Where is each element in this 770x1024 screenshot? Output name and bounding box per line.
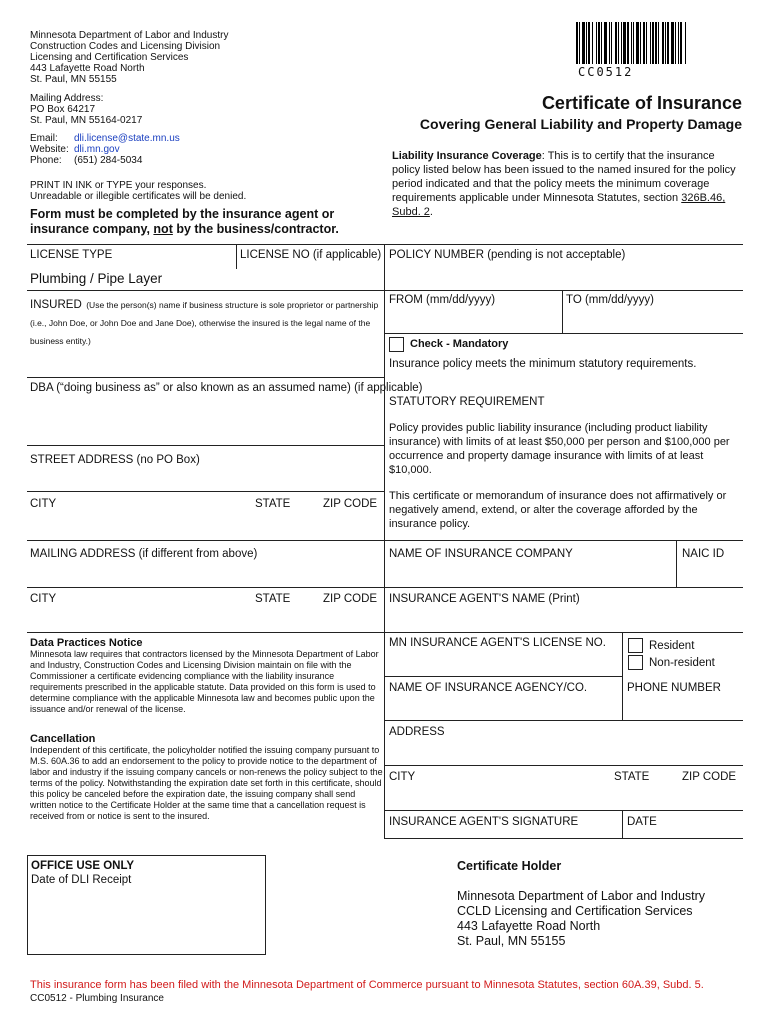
filed-note: This insurance form has been filed with the Minnesota Department of Commerce pursuant to Minnesota Statutes, section 60A.39, Subd. 5.: [30, 979, 704, 991]
mailing-address: [30, 93, 142, 126]
certificate-holder-title: Certificate Holder: [457, 859, 562, 873]
data-practices-title: Data Practices Notice: [30, 637, 143, 649]
statutory-requirement-text: Policy provides public liability insurance (including product liability insurance) with limits of at least $50,000 per person and $100,000 per occurrence and property damage insurance with limits of at least $10,000.: [389, 422, 730, 476]
must-complete-note: [30, 207, 339, 237]
coverage-end: .: [429, 206, 433, 218]
license-type-value[interactable]: Plumbing / Pipe Layer: [30, 271, 163, 286]
dli-receipt-date-label: Date of DLI Receipt: [31, 874, 132, 886]
office-use-box: [27, 855, 266, 955]
agent-address-label: ADDRESS: [389, 726, 445, 738]
license-no-label: LICENSE NO (if applicable): [240, 249, 382, 261]
form-id: CC0512 - Plumbing Insurance: [30, 993, 164, 1004]
barcode: [576, 22, 738, 64]
phone-number-label: PHONE NUMBER: [627, 682, 721, 694]
cancellation-text: Independent of this certificate, the policyholder notified the issuing company pursuant to M.S. 60A.36 to add an endorsement to the policy to provide notice to the department of labor and industry if the issuing company cancels or non-renews the policy subject to the terms of the policy. Notwithstanding the expiration date set forth in this certificate, should this policy be canceled before the expiration date, the issuing company shall send written notice to the Certificate Holder at the same time that a cancellation request is received from or notice is sent to the insured.: [30, 745, 383, 821]
meets-minimum-text: Insurance policy meets the minimum statutory requirements.: [389, 358, 697, 370]
agency-label: NAME OF INSURANCE AGENCY/CO.: [389, 682, 588, 694]
street-address-label: STREET ADDRESS (no PO Box): [30, 454, 200, 466]
state-label: STATE: [255, 498, 291, 510]
zip2-label: ZIP CODE: [323, 593, 378, 605]
cancellation-notice: [30, 733, 384, 822]
insurance-company-label: NAME OF INSURANCE COMPANY: [389, 548, 573, 560]
nonresident-label: Non-resident: [649, 657, 715, 669]
agent-city-label: CITY: [389, 771, 416, 783]
barcode-graphic: [576, 22, 738, 64]
agent-name-label: INSURANCE AGENT'S NAME (Print): [389, 593, 580, 605]
cancellation-title: Cancellation: [30, 733, 96, 745]
mailing-line: PO Box 64217: [30, 104, 96, 115]
check-mandatory-label: Check - Mandatory: [410, 338, 509, 350]
city-label: CITY: [30, 498, 57, 510]
print-note: [30, 180, 246, 202]
email-link[interactable]: dli.license@state.mn.us: [74, 133, 180, 144]
city2-label: CITY: [30, 593, 57, 605]
agency-line: 443 Lafayette Road North: [30, 63, 145, 74]
mailing-line: Mailing Address:: [30, 93, 104, 104]
mandatory-checkbox[interactable]: [389, 337, 404, 352]
agency-line: Licensing and Certification Services: [30, 52, 189, 63]
dba-label: DBA (“doing business as” or also known as an assumed name) (if applicable): [30, 382, 423, 394]
holder-line: CCLD Licensing and Certification Services: [457, 904, 693, 918]
statutory-requirement-label: STATUTORY REQUIREMENT: [389, 396, 545, 408]
coverage-paragraph: [392, 149, 742, 219]
policy-number-label: POLICY NUMBER (pending is not acceptable): [389, 249, 626, 261]
website-label: Website:: [30, 144, 69, 155]
barcode-text: CC0512: [578, 65, 634, 79]
agency-address: [30, 30, 228, 85]
website-link[interactable]: dli.mn.gov: [74, 144, 120, 155]
agent-license-label: MN INSURANCE AGENT'S LICENSE NO.: [389, 637, 606, 649]
email-label: Email:: [30, 133, 58, 144]
insured-label: INSURED: [30, 299, 82, 311]
license-type-label: LICENSE TYPE: [30, 249, 113, 261]
nonresident-checkbox[interactable]: [628, 655, 643, 670]
resident-checkbox[interactable]: [628, 638, 643, 653]
coverage-text: : This is to certify that the insurance policy listed below has been issued to the named insured for the policy period indicated and that the policy meets the minimum coverage requirements applicable under Minnesota Statutes, section: [392, 150, 736, 204]
agency-line: St. Paul, MN 55155: [30, 74, 117, 85]
insured-field[interactable]: [30, 295, 382, 349]
page-subtitle: Covering General Liability and Property Damage: [419, 116, 742, 132]
naic-id-label: NAIC ID: [682, 548, 725, 560]
agency-line: Minnesota Department of Labor and Industry: [30, 30, 229, 41]
to-date-label: TO (mm/dd/yyyy): [566, 294, 654, 306]
agent-zip-label: ZIP CODE: [682, 771, 737, 783]
state2-label: STATE: [255, 593, 291, 605]
print-note-line: PRINT IN INK or TYPE your responses.: [30, 180, 207, 191]
insured-note: (Use the person(s) name if business structure is sole proprietor or partnership (i.e., John Doe, or John Doe and Jane Doe), otherwise the insured is the legal name of the business entity.): [30, 300, 379, 346]
certificate-holder-address: [457, 889, 705, 949]
statute-link[interactable]: 326B.46, Subd. 2: [392, 192, 726, 218]
must-complete-part: insurance company,: [30, 222, 154, 236]
data-practices-notice: [30, 637, 382, 715]
agent-state-label: STATE: [614, 771, 650, 783]
agency-line: Construction Codes and Licensing Division: [30, 41, 221, 52]
phone-label: Phone:: [30, 155, 62, 166]
office-use-title: OFFICE USE ONLY: [31, 860, 135, 872]
print-note-line: Unreadable or illegible certificates will be denied.: [30, 191, 247, 202]
holder-line: 443 Lafayette Road North: [457, 919, 601, 933]
must-complete-not: not: [153, 222, 173, 236]
from-date-label: FROM (mm/dd/yyyy): [389, 294, 496, 306]
mailing-address-label: MAILING ADDRESS (if different from above): [30, 548, 258, 560]
agent-signature-label: INSURANCE AGENT'S SIGNATURE: [389, 816, 579, 828]
page-title: Certificate of Insurance: [541, 93, 742, 113]
contact-block: [30, 133, 180, 166]
coverage-heading: Liability Insurance Coverage: [392, 150, 542, 162]
signature-date-label: DATE: [627, 816, 657, 828]
phone-value: (651) 284-5034: [74, 155, 143, 166]
holder-line: St. Paul, MN 55155: [457, 934, 566, 948]
mailing-line: St. Paul, MN 55164-0217: [30, 115, 143, 126]
must-complete-line: Form must be completed by the insurance agent or: [30, 207, 335, 221]
zip-label: ZIP CODE: [323, 498, 378, 510]
data-practices-text: Minnesota law requires that contractors licensed by the Minnesota Department of Labor and Industry, Construction Codes and Licensing Division maintain on file with the Commissioner a certificate evidencing compliance with the liability insurance requirements prescribed in the applicable statute. Data provided on this form is used to determine compliance with the applicable Minnesota law and becomes public upon the issuance and/or renewal of the license.: [30, 649, 379, 714]
must-complete-part: by the business/contractor.: [172, 222, 339, 236]
must-complete-line: [30, 222, 339, 237]
memorandum-text: This certificate or memorandum of insurance does not affirmatively or negatively amend, extend, or alter the coverage afforded by the insurance policy.: [389, 490, 727, 530]
holder-line: Minnesota Department of Labor and Industry: [457, 889, 706, 903]
resident-label: Resident: [649, 640, 695, 652]
